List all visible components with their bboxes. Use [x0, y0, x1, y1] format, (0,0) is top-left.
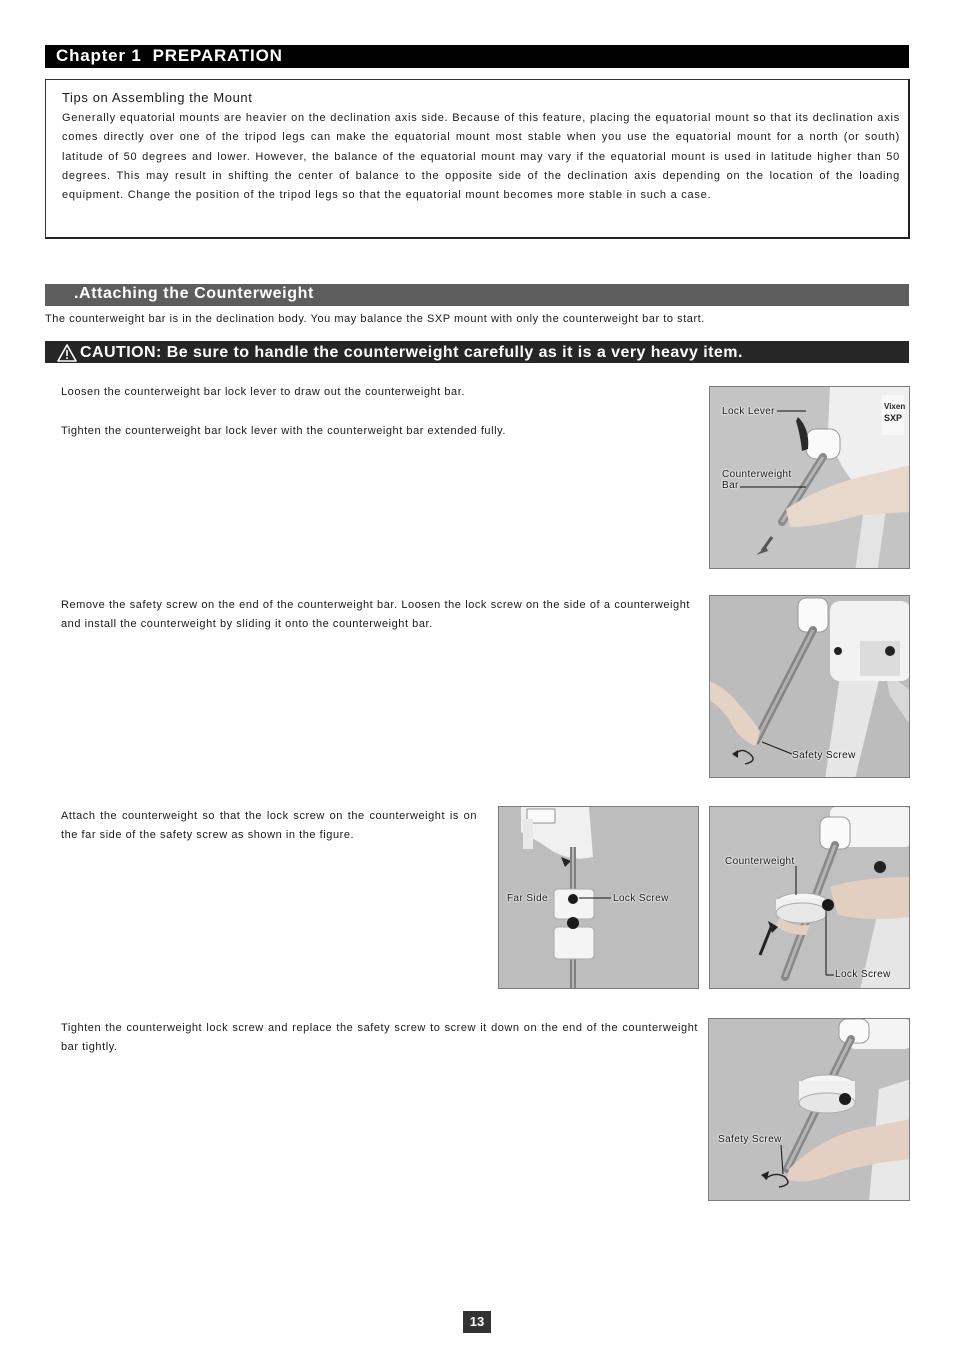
section-intro: The counterweight bar is in the declination body. You may balance the SXP mount with only the counterweight bar to start.: [45, 313, 705, 325]
label-far-side: Far Side: [507, 893, 548, 904]
caution-banner: [45, 341, 909, 363]
label-lock-lever: Lock Lever: [722, 406, 775, 417]
tips-title: Tips on Assembling the Mount: [62, 90, 253, 105]
section-title: .Attaching the Counterweight: [45, 284, 909, 306]
caution-text: CAUTION: Be sure to handle the counterweight carefully as it is a very heavy item.: [80, 343, 743, 361]
label-lock-screw: Lock Screw: [613, 893, 669, 904]
tips-body: Generally equatorial mounts are heavier on the declination axis side. Because of this feature, placing the equatorial mount so that its declination axis comes directly over one of the tripod legs can make the equatorial mount most stable when you use the equatorial mount for a north (or south) latitude of 50 degrees and lower. However, the balance of the equatorial mount may vary if the equatorial mount is used in latitude higher than 50 degrees. This may result in shifting the center of balance to the opposite side of the declination axis depending on the location of the loading equipment. Change the position of the tripod legs so that the equatorial mount becomes more stable in such a case.: [62, 112, 900, 202]
step-4-text: Tighten the counterweight lock screw and replace the safety screw to screw it down on the end of the counterweight bar tightly.: [61, 1022, 698, 1054]
tips-box: [45, 79, 910, 239]
warning-triangle-icon: [57, 344, 77, 362]
svg-text:Vixen: Vixen: [884, 402, 906, 411]
label-counterweight: Counterweight: [725, 856, 795, 867]
step-1-text-b: Tighten the counterweight bar lock lever with the counterweight bar extended fully.: [61, 425, 506, 437]
label-counterweight-bar-line1: Counterweight: [722, 469, 792, 480]
label-safety-screw: Safety Screw: [792, 750, 856, 761]
step-2-text: Remove the safety screw on the end of the counterweight bar. Loosen the lock screw on the side of a counterweight and install the counterweight by sliding it onto the counterweight bar.: [61, 599, 690, 631]
label-lock-screw-2: Lock Screw: [835, 969, 891, 980]
step-1-photo: [709, 386, 910, 569]
svg-text:SXP: SXP: [884, 413, 903, 423]
step-3-photo-a: [498, 806, 699, 989]
step-3-text: Attach the counterweight so that the lock screw on the counterweight is on the far side of the safety screw as shown in the figure.: [61, 810, 477, 842]
label-counterweight-bar-line2: Bar: [722, 480, 739, 491]
step-1-text-a: Loosen the counterweight bar lock lever to draw out the counterweight bar.: [61, 386, 465, 398]
label-safety-screw-2: Safety Screw: [718, 1134, 782, 1145]
step-2-photo: [709, 595, 910, 778]
step-3-photo-b: [709, 806, 910, 989]
page-number: 13: [463, 1311, 491, 1333]
step-4-photo: [708, 1018, 910, 1201]
chapter-title: Chapter 1 PREPARATION: [45, 45, 909, 68]
